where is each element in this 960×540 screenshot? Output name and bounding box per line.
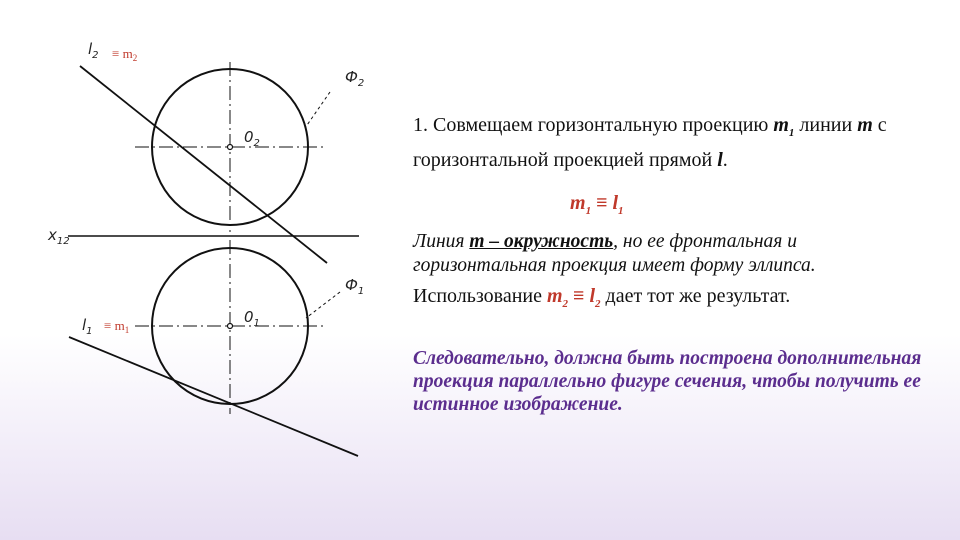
alternative-paragraph: Использование $m_2 \equiv l_2$ дает тот же результат. [413,285,791,310]
leader-phi2 [305,92,330,128]
step-1-paragraph: 1. Совмещаем горизонтальную проекцию $m_1$ линии m с горизонтальной проекцией прямой l. [413,114,887,171]
center-point-o1 [228,324,233,329]
label-x12: $x_{12}$ [48,226,70,247]
label-phi1: $Ф_1$ [345,276,365,297]
label-o2: $0_2$ [244,128,260,149]
circle-note-paragraph: Линия m – окружность, но ее фронтальная и горизонтальная проекция имеет форму эллипса. [413,231,816,276]
projection-drawing [0,0,400,470]
line-l1 [69,337,358,456]
label-l2: $l_2$ [88,40,99,61]
label-eq-m1: ≡ $m_1$ [104,318,130,335]
leader-phi1 [306,292,340,318]
conclusion-paragraph: Следовательно, должна быть построена дополнительная проекция параллельно фигуре сечения, чтобы получить ее истинное изображение. [413,348,922,415]
label-o1: $0_1$ [244,308,260,329]
label-eq-m2: ≡ $m_2$ [112,46,138,63]
equation-m1-l1: $m_1 \equiv l_1$ [570,192,624,217]
label-phi2: $Ф_2$ [345,68,365,89]
label-l1: $l_1$ [82,316,93,337]
center-point-o2 [228,145,233,150]
line-l2 [80,66,327,263]
